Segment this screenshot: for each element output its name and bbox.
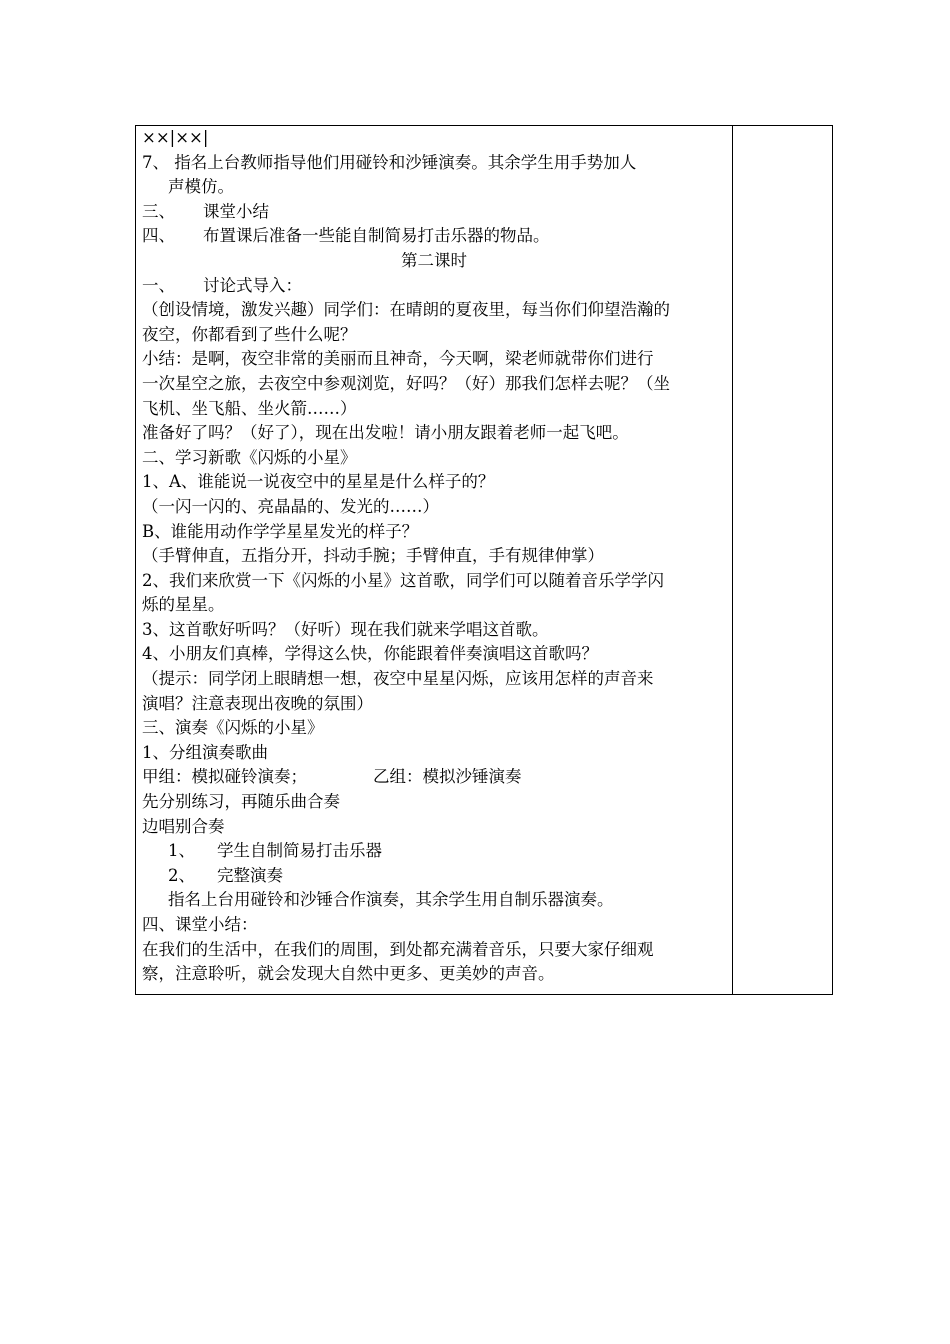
text-line: 在我们的生活中，在我们的周围，到处都充满着音乐，只要大家仔细观 [142,939,654,959]
text-line: 烁的星星。 [142,595,225,615]
text-line: 察，注意聆听，就会发现大自然中更多、更美妙的声音。 [142,964,555,984]
text-line: 1、A、谁能说一说夜空中的星星是什么样子的？ [142,472,495,492]
column-divider [732,126,733,994]
text-line [142,839,726,864]
text-line: （提示：同学闭上眼睛想一想，夜空中星星闪烁，应该用怎样的声音来 [142,669,654,689]
text-line: （手臂伸直，五指分开，抖动手腕；手臂伸直，手有规律伸掌） [142,546,604,566]
text-line: 夜空，你都看到了些什么呢？ [142,324,357,344]
section-heading: 第二课时 [401,250,467,270]
line-text: 布置课后准备一些能自制简易打击乐器的物品。 [203,226,550,246]
line-text: 完整演奏 [217,865,283,885]
text-line: B、谁能用动作学学星星发光的样子？ [142,521,419,541]
text-line: 指名上台用碰铃和沙锤合作演奏，其余学生用自制乐器演奏。 [168,890,614,910]
line-prefix: 一、 [142,275,175,295]
text-line: 先分别练习，再随乐曲合奏 [142,792,340,812]
text-line: ××|××| [142,128,209,147]
text-line: 演唱？注意表现出夜晚的氛围） [142,693,373,713]
text-line: 二、学习新歌《闪烁的小星》 [142,447,357,467]
text-line: 三、演奏《闪烁的小星》 [142,718,324,738]
text-line: 2、我们来欣赏一下《闪烁的小星》这首歌，同学们可以随着音乐学学闪 [142,570,664,590]
line-prefix: 甲组：模拟碰铃演奏； [142,767,307,787]
line-prefix: 四、 [142,226,175,246]
text-line: 1、分组演奏歌曲 [142,742,268,762]
text-line: 7、 指名上台教师指导他们用碰铃和沙锤演奏。其余学生用手势加人 [142,152,637,172]
text-line: 3、这首歌好听吗？（好听）现在我们就来学唱这首歌。 [142,619,549,639]
text-line [142,765,726,790]
line-text: 讨论式导入： [203,275,302,295]
text-line [142,224,726,249]
text-line: 4、小朋友们真棒，学得这么快，你能跟着伴奏演唱这首歌吗？ [142,644,598,664]
lesson-content [142,126,726,987]
text-line [142,200,726,225]
text-line: （一闪一闪的、亮晶晶的、发光的……） [142,496,439,516]
text-line: 飞机、坐飞船、坐火箭……） [142,398,357,418]
text-line: 小结：是啊，夜空非常的美丽而且神奇，今天啊，梁老师就带你们进行 [142,349,654,369]
lesson-table [135,125,833,995]
line-text: 学生自制简易打击乐器 [217,841,382,861]
line-prefix: 1、 [168,841,195,861]
text-line: 准备好了吗？（好了），现在出发啦！请小朋友跟着老师一起飞吧。 [142,423,629,443]
text-line: 边唱别合奏 [142,816,225,836]
text-line: 四、课堂小结： [142,915,258,934]
line-text: 课堂小结 [203,201,269,221]
text-line: （创设情境，激发兴趣）同学们：在晴朗的夏夜里，每当你们仰望浩瀚的 [142,300,670,320]
text-line [142,274,726,299]
text-line: 声模仿。 [168,177,234,197]
line-prefix: 三、 [142,201,175,221]
line-text: 乙组：模拟沙锤演奏 [373,767,522,787]
line-prefix: 2、 [168,865,195,885]
text-line [142,864,726,889]
text-line: 一次星空之旅，去夜空中参观浏览，好吗？（好）那我们怎样去呢？（坐 [142,373,670,393]
